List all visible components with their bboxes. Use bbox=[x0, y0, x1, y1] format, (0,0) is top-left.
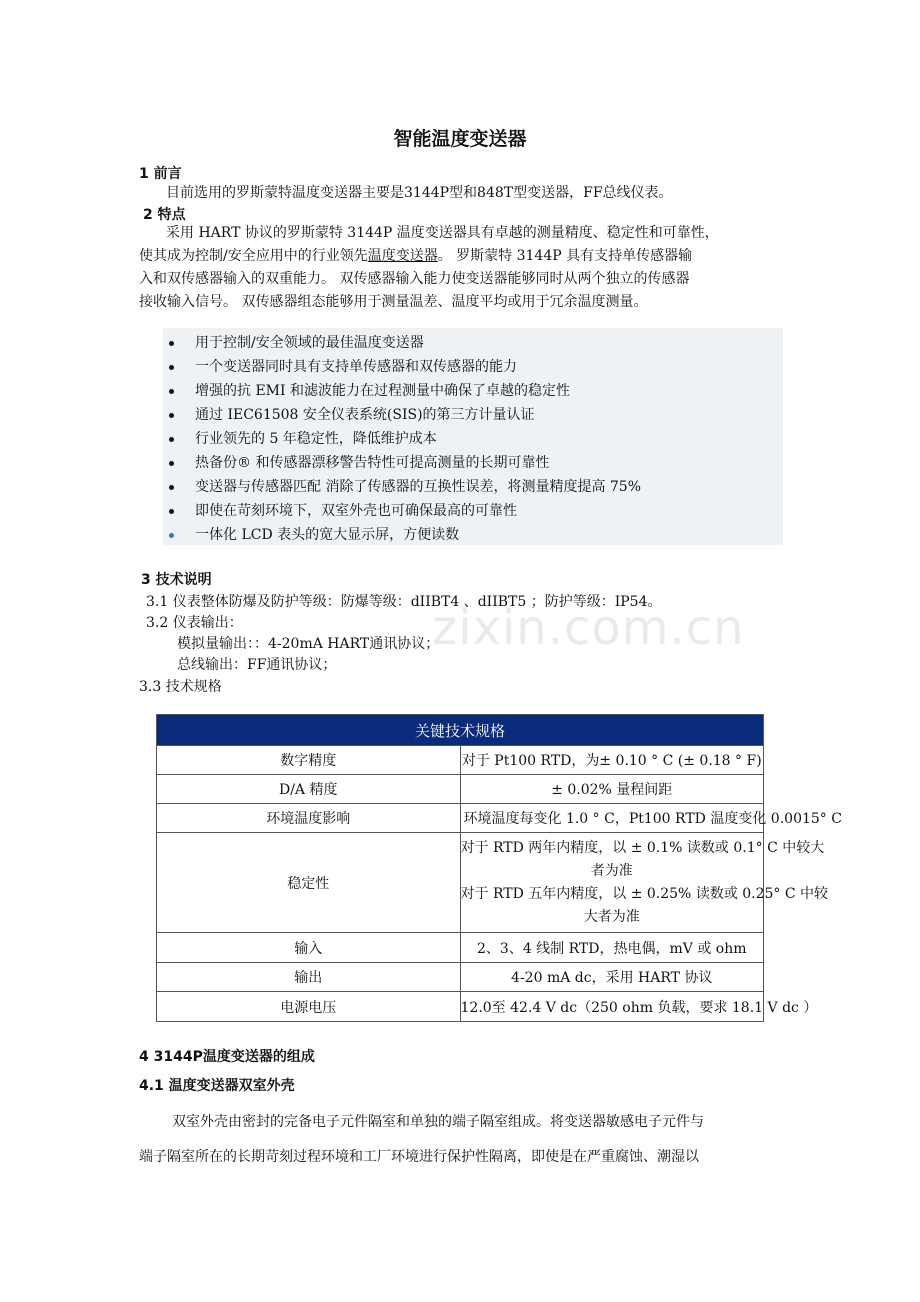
table-row bbox=[157, 963, 764, 992]
section-3-3: 3.3 技术规格 bbox=[139, 679, 222, 695]
row-key: 电源电压 bbox=[157, 992, 461, 1022]
analog-output-text: 模拟量输出：：4-20mA HART通讯协议； bbox=[177, 636, 440, 652]
row-value: 2、3、4 线制 RTD，热电偶，mV 或 ohm bbox=[460, 933, 764, 963]
table-header: 关键技术规格 bbox=[157, 715, 764, 746]
section-1-heading: 1 前言 bbox=[139, 166, 182, 182]
spec-table bbox=[156, 714, 842, 1022]
section-2-line-1: 采用 HART 协议的罗斯蒙特 3144P 温度变送器具有卓越的测量精度、稳定性和可靠性， bbox=[166, 225, 719, 241]
section-4-heading: 4 3144P温度变送器的组成 bbox=[139, 1049, 315, 1065]
table-row bbox=[157, 933, 764, 963]
bullet-icon bbox=[169, 461, 174, 466]
stability-5yr-line-2: 大者为准 bbox=[583, 908, 640, 925]
stability-2yr-line-2: 者为准 bbox=[590, 862, 633, 879]
table-row bbox=[157, 992, 764, 1022]
bullet-icon bbox=[169, 365, 174, 370]
bullet-icon bbox=[169, 485, 174, 490]
section-2-line-2 bbox=[139, 245, 692, 269]
section-2-line-2-pre: 使其成为控制/安全应用中的行业领先 bbox=[139, 248, 368, 264]
row-value: 4-20 mA dc，采用 HART 协议 bbox=[460, 963, 764, 992]
section-2-line-3: 入和双传感器输入的双重能力。 双传感器输入能力使变送器能够同时从两个独立的传感器 bbox=[139, 271, 690, 287]
row-key: 数字精度 bbox=[157, 746, 461, 775]
row-key: 输出 bbox=[157, 963, 461, 992]
section-2-line-2-post: 。 罗斯蒙特 3144P 具有支持单传感器输 bbox=[437, 248, 693, 264]
row-value: 对于 Pt100 RTD，为± 0.10 ° C (± 0.18 ° F) bbox=[460, 746, 764, 775]
section-4-1-heading: 4.1 温度变送器双室外壳 bbox=[139, 1078, 295, 1094]
section-1-text: 目前选用的罗斯蒙特温度变送器主要是3144P型和848T型变送器，FF总线仪表。 bbox=[166, 185, 673, 201]
temperature-transmitter-link[interactable]: 温度变送器 bbox=[367, 248, 438, 264]
section-3-heading: 3 技术说明 bbox=[141, 572, 212, 588]
watermark: zixin.com.cn bbox=[432, 600, 745, 656]
bus-output-text: 总线输出：FF通讯协议； bbox=[177, 657, 337, 673]
bullet-icon bbox=[169, 413, 174, 418]
row-key: 稳定性 bbox=[157, 833, 461, 933]
section-2-line-4: 接收输入信号。 双传感器组态能够用于测量温差、温度平均或用于冗余温度测量。 bbox=[139, 294, 648, 310]
page-title: 智能温度变送器 bbox=[393, 128, 527, 150]
stability-5yr-line-1: 对于 RTD 五年内精度，以 ± 0.25% 读数或 0.25° C 中较 bbox=[460, 885, 829, 902]
row-key: 输入 bbox=[157, 933, 461, 963]
table-row bbox=[157, 775, 764, 804]
section-4-1-line-2: 端子隔室所在的长期苛刻过程环境和工厂环境进行保护性隔离，即使是在严重腐蚀、潮湿以 bbox=[139, 1149, 699, 1165]
feature-box: 用于控制/安全领域的最佳温度变送器 一个变送器同时具有支持单传感器和双传感器的能力 增强的抗 EMI 和滤波能力在过程测量中确保了卓越的稳定性 通过 IEC61508 安全仪表系统(SIS)的第三方计量认证 行业领先的 5 年稳定性，降低维护成本 热备份® 和传感器漂移警告特性可提高测量的长期可靠性 变送器与传感器匹配 消除了传感器的互换性误差，将测量精度提高 75% 即使在苛刻环境下，双室外壳也可确保最高的可靠性 一体化 LCD 表头的宽大显示屏，方便读数 bbox=[163, 328, 783, 545]
bullet-icon bbox=[169, 341, 174, 346]
bullet-icon bbox=[169, 509, 174, 514]
bullet-icon bbox=[169, 389, 174, 394]
bullet-icon bbox=[169, 437, 174, 442]
section-2-heading: 2 特点 bbox=[143, 207, 186, 223]
table-header-row bbox=[157, 715, 764, 746]
table-row bbox=[157, 746, 764, 775]
section-4-1-line-1: 双室外壳由密封的完备电子元件隔室和单独的端子隔室组成。将变送器敏感电子元件与 bbox=[172, 1114, 704, 1130]
row-value: 12.0至 42.4 V dc（250 ohm 负载，要求 18.1 V dc ） bbox=[460, 992, 764, 1022]
row-value: 环境温度每变化 1.0 ° C，Pt100 RTD 温度变化 0.0015° C bbox=[460, 804, 764, 833]
stability-2yr-line-1: 对于 RTD 两年内精度，以 ± 0.1% 读数或 0.1° C 中较大 bbox=[460, 839, 825, 856]
row-key: D/A 精度 bbox=[157, 775, 461, 804]
section-3-1: 3.1 仪表整体防爆及防护等级：防爆等级：dIIBT4 、dIIBT5 ；防护等级：IP54。 bbox=[146, 594, 662, 610]
row-value: ± 0.02% 量程间距 bbox=[460, 775, 764, 804]
table-row bbox=[157, 833, 764, 933]
table-row bbox=[157, 804, 764, 833]
bullet-icon bbox=[169, 533, 174, 538]
row-value bbox=[460, 833, 829, 933]
section-3-2: 3.2 仪表输出： bbox=[146, 615, 243, 631]
row-key: 环境温度影响 bbox=[157, 804, 461, 833]
